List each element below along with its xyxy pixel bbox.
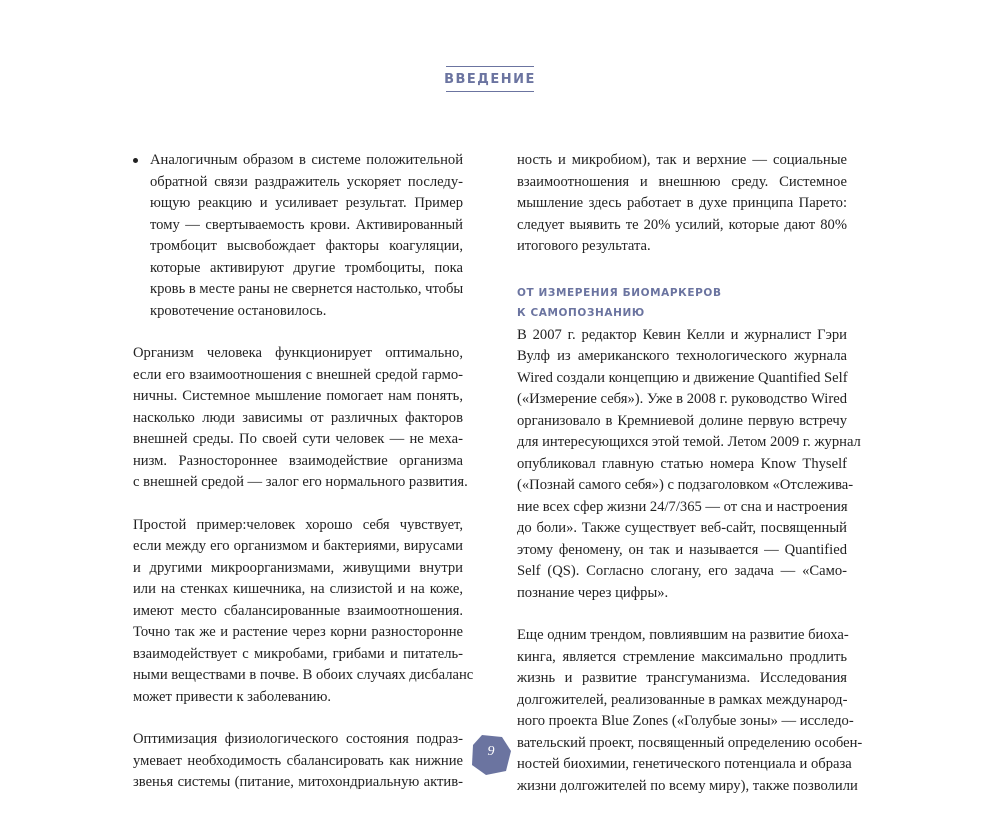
text-line: для интересующихся этой темой. Летом 2009 г. журнал (517, 434, 861, 450)
text-line: ющую реакцию и усиливает результат. Пример (150, 195, 463, 211)
text-line: Self (QS). Согласно слогану, его задача — «Само- (517, 563, 847, 579)
text-line: Оптимизация физиологического состояния подраз- (133, 731, 463, 747)
subheading: ОТ ИЗМЕРЕНИЯ БИОМАРКЕРОВ (517, 286, 722, 299)
bullet-paragraph (133, 150, 463, 322)
text-line: с внешней средой — залог его нормального развития. (133, 474, 468, 490)
text-line: тому — свертываемость крови. Активированный (150, 216, 463, 233)
text-line: итогового результата. (517, 238, 651, 254)
text-line: следует выявить те 20% усилий, которые дают 80% (517, 216, 847, 233)
paragraph (133, 343, 468, 494)
text-line: Еще одним трендом, повлиявшим на развитие биоха- (517, 627, 849, 643)
text-line: ностей биохимии, генетического потенциала и образа (517, 756, 852, 772)
text-line: Вулф из американского технологического журнала (517, 348, 847, 364)
paragraph (517, 150, 847, 258)
paragraph (517, 325, 861, 605)
text-line: имеют место сбалансированные взаимоотношения. (133, 602, 463, 619)
section-title: ВВЕДЕНИЕ (446, 66, 534, 92)
text-line: («Измерение себя»). Уже в 2008 г. руководство Wired (517, 391, 847, 407)
text-line: Аналогичным образом в системе положительной (150, 152, 463, 168)
text-line: звенья системы (питание, митохондриальную актив- (133, 774, 463, 790)
paragraph (133, 515, 474, 709)
right-column (517, 150, 863, 797)
text-line: если между его организмом и бактериями, вирусами (133, 538, 463, 554)
text-line: познание через цифры». (517, 584, 669, 601)
paragraph (517, 625, 863, 797)
text-line: кинга, является стремление максимально продлить (517, 648, 847, 665)
text-line: ничны. Системное мышление помогает нам понять, (133, 388, 463, 404)
text-line: или на стенках кишечника, на слизистой и на коже, (133, 581, 463, 597)
text-line: обратной связи раздражитель ускоряет последу- (150, 173, 463, 190)
text-line: жизни долгожителей по всему миру), также позволили (517, 777, 858, 794)
text-line: ными веществами в почве. В обоих случаях дисбаланс (133, 667, 474, 683)
text-line: Простой пример:человек хорошо себя чувствует, (133, 516, 463, 533)
text-line: долгожителей, реализованные в рамках международ- (517, 691, 848, 708)
text-line: насколько люди зависимы от различных факторов (133, 409, 463, 426)
text-line: вательский проект, посвященный определению особен- (517, 734, 863, 751)
text-line: тромбоцит высвобождает факторы коагуляции, (150, 238, 463, 254)
text-line: умевает необходимость сбалансировать как нижние (133, 752, 463, 769)
text-line: опубликовал главную статью номера Know Thyself (517, 455, 847, 472)
text-line: Точно так же и растение через корни разносторонне (133, 624, 463, 640)
text-line: ного проекта Blue Zones («Голубые зоны» — исследо- (517, 713, 854, 729)
text-line: ность и микробиом), так и верхние — социальные (517, 152, 847, 168)
text-line: кровь в месте раны не свернется настолько, чтобы (150, 281, 464, 297)
text-line: ние всех сфер жизни 24/7/365 — от сна и настроения (517, 498, 848, 515)
text-line: жизнь и развитие трансгуманизма. Исследования (517, 670, 847, 686)
text-line: кровотечение остановилось. (150, 302, 327, 319)
left-column (133, 150, 474, 794)
paragraph (133, 729, 463, 794)
text-line: организовало в Кремниевой долине первую встречу (517, 412, 847, 429)
text-line: В 2007 г. редактор Кевин Келли и журналист Гэри (517, 326, 847, 343)
text-line: внешней среды. По своей сути человек — не меха- (133, 431, 463, 447)
bullet-dot (133, 158, 138, 163)
text-line: взаимодействует с микробами, грибами и питатель- (133, 645, 463, 662)
text-line: взаимоотношения и внешнюю среду. Системное (517, 173, 847, 190)
page-number: 9 (487, 744, 495, 759)
text-line: («Познай самого себя») с подзаголовком «Отслежива- (517, 477, 854, 493)
text-line: если его взаимоотношения с внешней средой гармо- (133, 366, 463, 383)
text-line: может привести к заболеванию. (133, 688, 332, 705)
text-line: до боли». Также существует веб-сайт, посвященный (517, 520, 847, 536)
text-line: мышление здесь работает в духе принципа Парето: (517, 195, 847, 211)
text-line: Wired создали концепцию и движение Quantified Self (517, 369, 848, 386)
text-line: которые активируют другие тромбоциты, пока (150, 259, 463, 276)
text-line: низм. Разностороннее взаимодействие организма (133, 452, 463, 469)
subheading: К САМОПОЗНАНИЮ (517, 306, 645, 319)
text-line: этому феномену, он так и называется — Quantified (517, 541, 847, 558)
text-line: и другими микроорганизмами, живущими внутри (133, 559, 463, 576)
text-line: Организм человека функционирует оптимально, (133, 345, 463, 361)
